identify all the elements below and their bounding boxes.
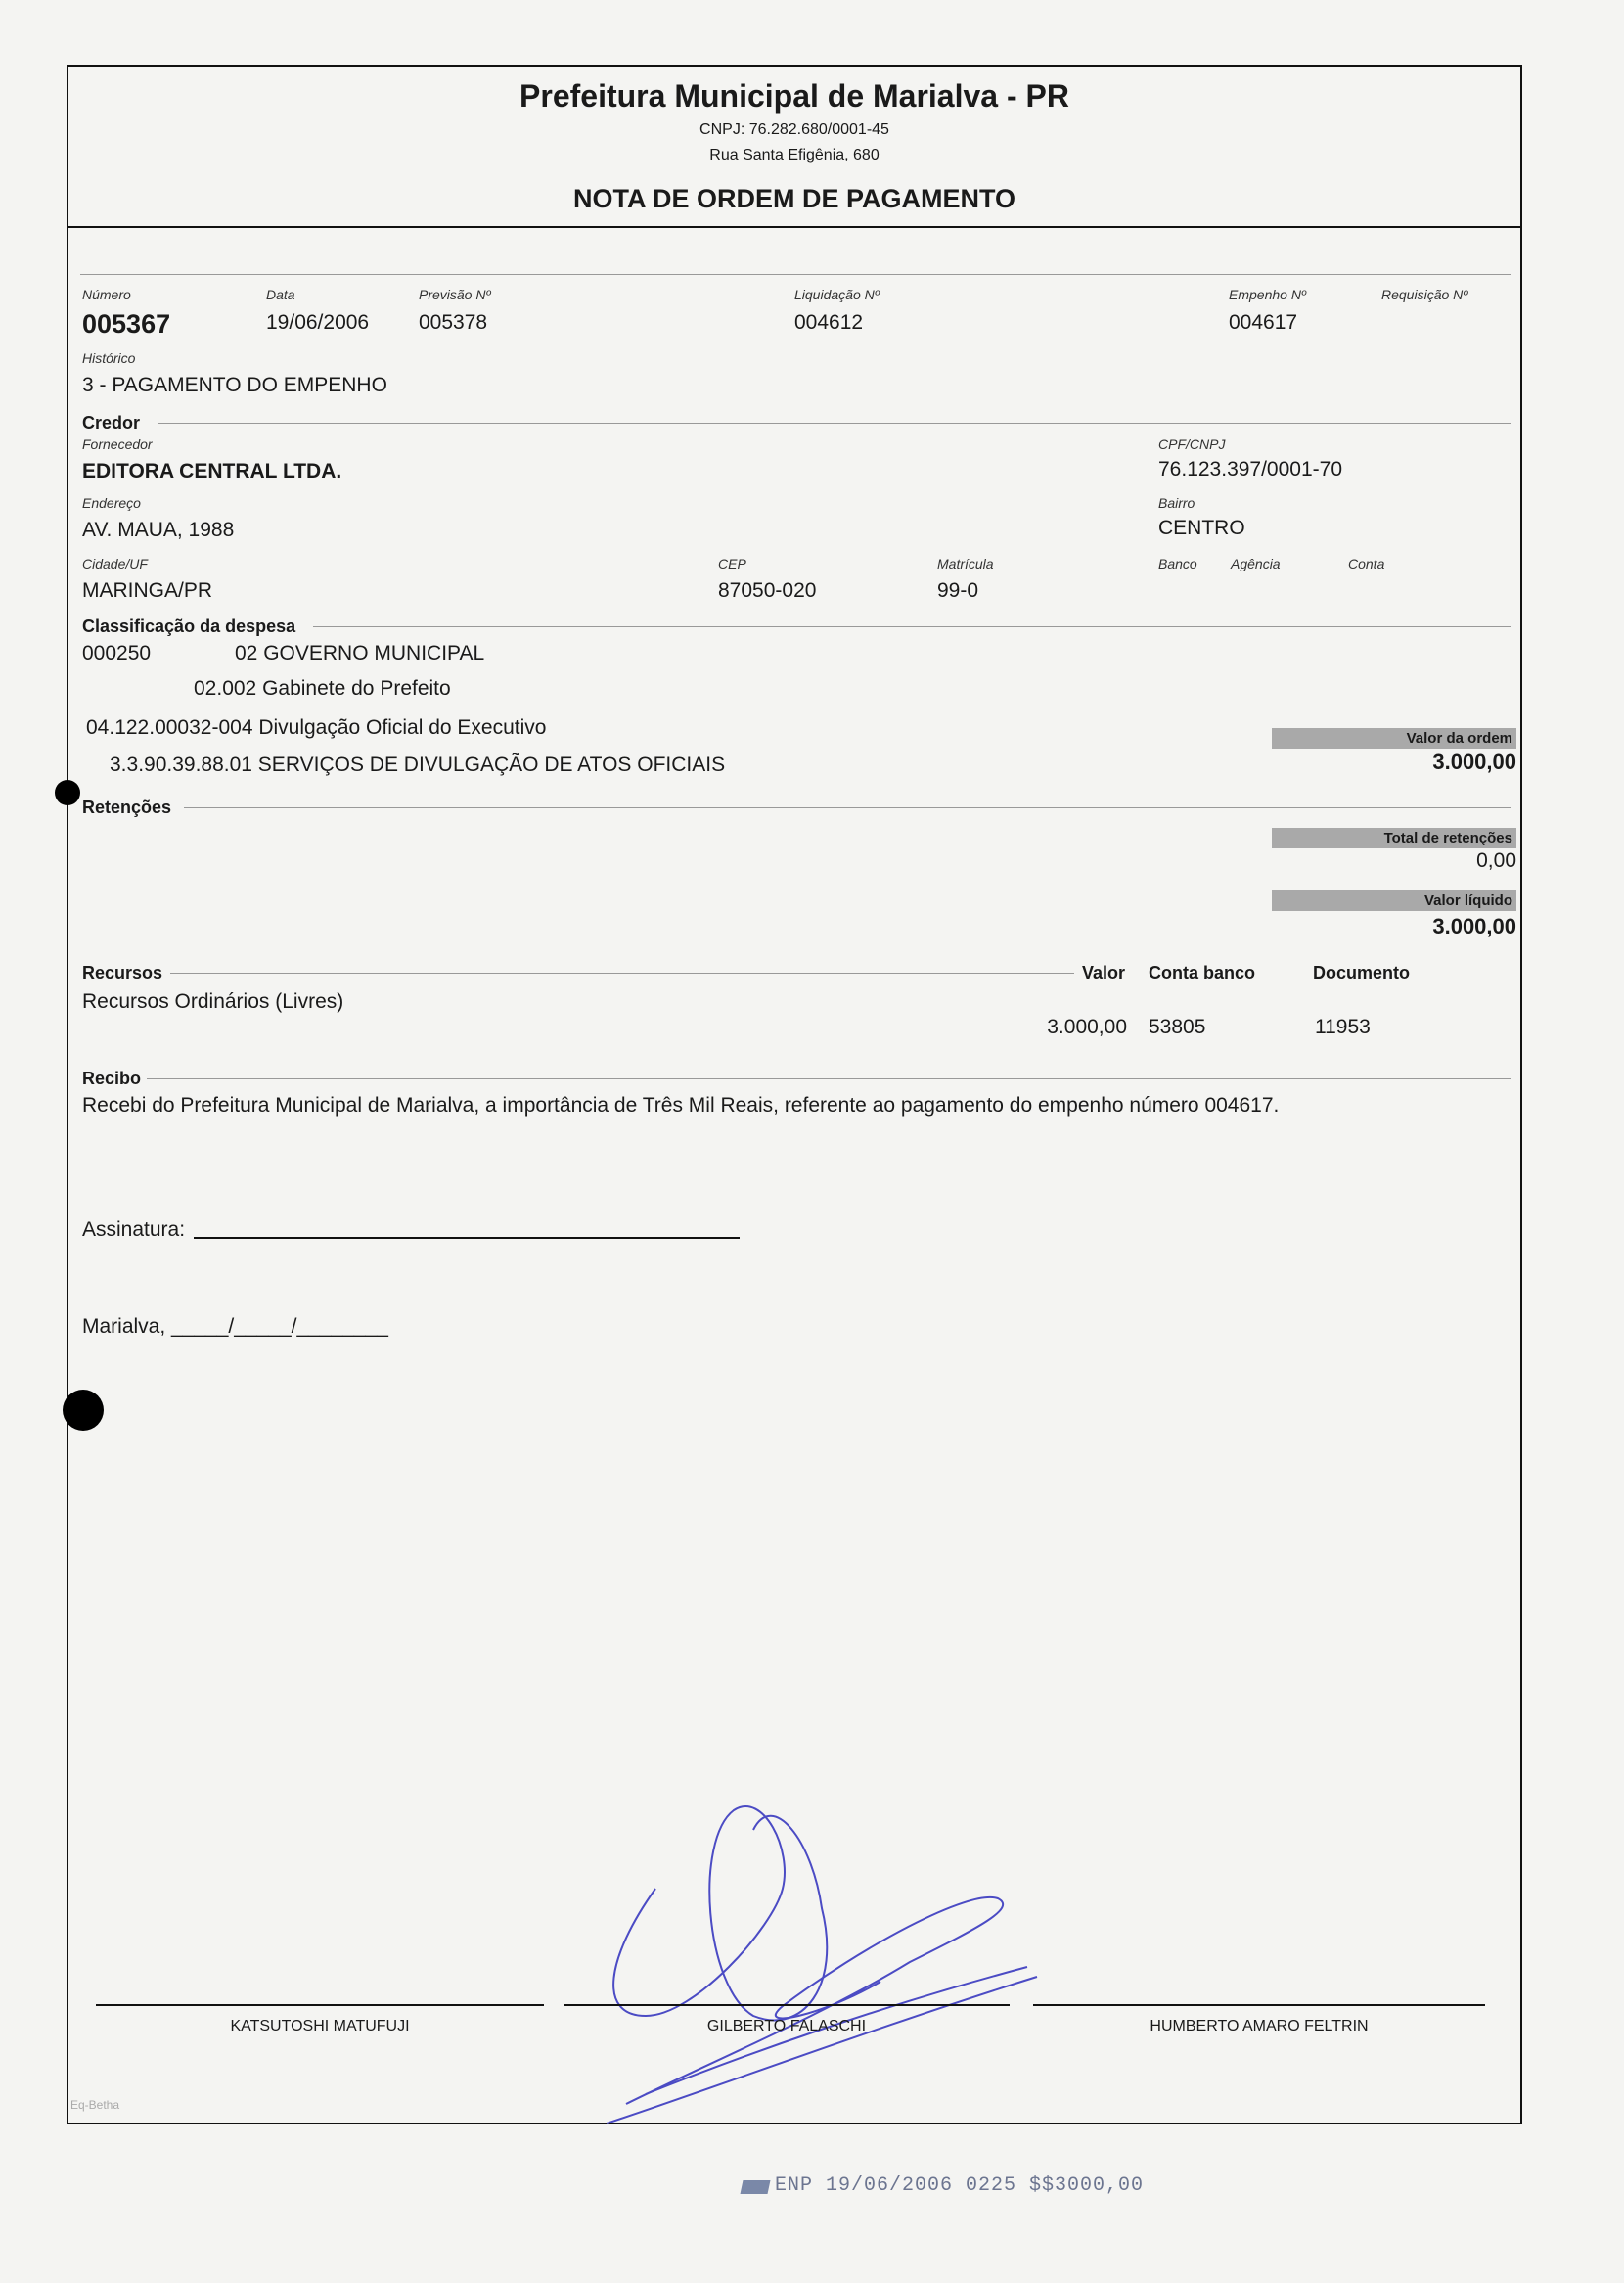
cep-label: CEP: [718, 556, 746, 571]
requisicao-label: Requisição Nº: [1381, 287, 1468, 302]
signature-line: [96, 2004, 544, 2006]
recibo-text: Recebi do Prefeitura Municipal de Marialva, a importância de Três Mil Reais, referente ao pagamento do empenho número 004617.: [82, 1094, 1280, 1117]
signatory-name: KATSUTOSHI MATUFUJI: [230, 2018, 410, 2034]
address-line: Rua Santa Efigênia, 680: [709, 147, 880, 163]
cpf-cnpj-value: 76.123.397/0001-70: [1158, 458, 1343, 480]
cidade-label: Cidade/UF: [82, 556, 148, 571]
municipality-title: Prefeitura Municipal de Marialva - PR: [519, 78, 1069, 114]
empenho-value: 004617: [1229, 311, 1298, 334]
endereco-label: Endereço: [82, 495, 141, 511]
mechanical-stamp-text: ENP 19/06/2006 0225 $$3000,00: [775, 2174, 1145, 2197]
numero-label: Número: [82, 287, 131, 302]
punch-hole-mark: [63, 1390, 104, 1431]
data-recibo-line: Marialva, _____/_____/________: [82, 1315, 388, 1338]
orgao-text: 02 GOVERNO MUNICIPAL: [235, 642, 485, 664]
assinatura-line: [194, 1237, 740, 1239]
elemento-text: 3.3.90.39.88.01 SERVIÇOS DE DIVULGAÇÃO DE ATOS OFICIAIS: [110, 753, 726, 776]
recursos-descricao: Recursos Ordinários (Livres): [82, 990, 344, 1013]
fornecedor-value: EDITORA CENTRAL LTDA.: [82, 460, 342, 482]
punch-hole-mark: [55, 780, 80, 805]
total-retencoes-label: Total de retenções: [1272, 828, 1516, 848]
signatory-name: HUMBERTO AMARO FELTRIN: [1150, 2018, 1369, 2034]
banco-label: Banco: [1158, 556, 1197, 571]
valor-ordem-value: 3.000,00: [1432, 750, 1516, 774]
previsao-value: 005378: [419, 311, 488, 334]
empenho-label: Empenho Nº: [1229, 287, 1307, 302]
divider: [313, 626, 1511, 627]
data-value: 19/06/2006: [266, 311, 370, 334]
liquidacao-value: 004612: [794, 311, 864, 334]
signature-line: [1033, 2004, 1485, 2006]
recursos-conta: 53805: [1149, 1016, 1206, 1038]
numero-value: 005367: [82, 309, 171, 339]
classificacao-section-title: Classificação da despesa: [82, 616, 296, 636]
assinatura-label: Assinatura:: [82, 1218, 186, 1241]
recursos-documento-label: Documento: [1313, 963, 1410, 982]
valor-ordem-label: Valor da ordem: [1272, 728, 1516, 749]
document-title: NOTA DE ORDEM DE PAGAMENTO: [572, 184, 1015, 213]
header-divider: [67, 226, 1522, 228]
retencoes-section-title: Retenções: [82, 798, 172, 817]
recursos-conta-label: Conta banco: [1149, 963, 1256, 982]
divider: [158, 423, 1511, 424]
previsao-label: Previsão Nº: [419, 287, 491, 302]
matricula-label: Matrícula: [937, 556, 994, 571]
cep-value: 87050-020: [718, 579, 817, 602]
bairro-value: CENTRO: [1158, 517, 1245, 539]
valor-liquido-value: 3.000,00: [1432, 914, 1516, 938]
software-mark: Eq-Betha: [70, 2098, 120, 2112]
matricula-value: 99-0: [937, 579, 979, 602]
divider: [147, 1078, 1511, 1079]
cnpj-line: CNPJ: 76.282.680/0001-45: [699, 121, 889, 138]
liquidacao-label: Liquidação Nº: [794, 287, 880, 302]
historico-value: 3 - PAGAMENTO DO EMPENHO: [82, 374, 387, 396]
fornecedor-label: Fornecedor: [82, 436, 153, 452]
divider: [170, 973, 1074, 974]
divider: [184, 807, 1511, 808]
stamp-logo-mark: [741, 2180, 771, 2194]
recibo-section-title: Recibo: [82, 1069, 142, 1088]
cpf-cnpj-label: CPF/CNPJ: [1158, 436, 1226, 452]
endereco-value: AV. MAUA, 1988: [82, 519, 235, 541]
valor-liquido-label: Valor líquido: [1272, 890, 1516, 911]
conta-label: Conta: [1348, 556, 1385, 571]
divider: [80, 274, 1511, 275]
total-retencoes-value: 0,00: [1476, 849, 1516, 872]
bairro-label: Bairro: [1158, 495, 1195, 511]
recursos-documento: 11953: [1315, 1016, 1371, 1038]
handwritten-signature: [587, 1771, 1057, 2133]
dotacao-code: 000250: [82, 642, 152, 664]
recursos-valor-label: Valor: [1082, 963, 1126, 982]
funcional-text: 04.122.00032-004 Divulgação Oficial do Executivo: [86, 716, 547, 739]
signatory-name: GILBERTO FALASCHI: [706, 2018, 867, 2034]
data-label: Data: [266, 287, 295, 302]
credor-section-title: Credor: [82, 413, 141, 433]
signature-line: [564, 2004, 1010, 2006]
cidade-value: MARINGA/PR: [82, 579, 213, 602]
unidade-text: 02.002 Gabinete do Prefeito: [194, 677, 451, 700]
recursos-valor: 3.000,00: [1047, 1016, 1127, 1038]
agencia-label: Agência: [1231, 556, 1281, 571]
recursos-section-title: Recursos: [82, 963, 163, 982]
historico-label: Histórico: [82, 350, 136, 366]
